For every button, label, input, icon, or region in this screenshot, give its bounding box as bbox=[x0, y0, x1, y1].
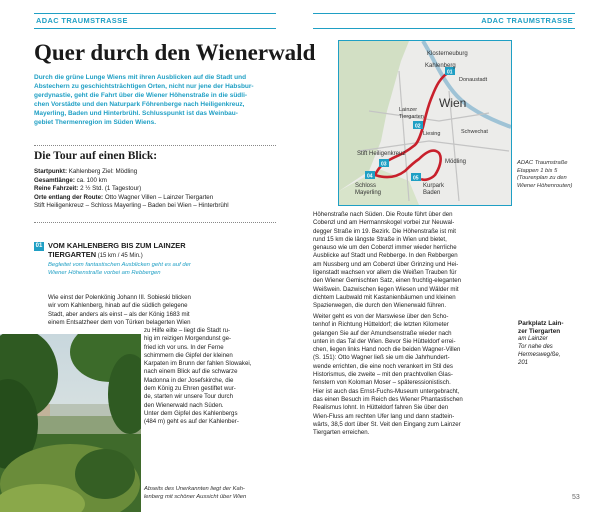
map-label-kurpark: Kurpark bbox=[423, 183, 445, 189]
divider bbox=[34, 145, 276, 146]
map-graphic bbox=[339, 41, 511, 205]
fact-start: Startpunkt: Kahlenberg Ziel: Mödling bbox=[34, 168, 138, 175]
tour-heading: Die Tour auf einen Blick: bbox=[34, 150, 158, 162]
map-marker-02 bbox=[413, 121, 423, 130]
kahlenberg-photo bbox=[0, 334, 141, 512]
map-label-mayerling: Mayerling bbox=[355, 190, 382, 196]
route-heading: VOM KAHLENBERG BIS ZUM LAINZER TIERGARTEN (15 km / 45 Min.) bbox=[48, 241, 186, 259]
right-body-bottom: Weiter geht es von der Marswiese über den Scho- tenhof in Richtung Hütteldorf; die letzten Kilometer gelangen Sie auf der Amundsenstraße wieder nach unten in das Tal der Wien. Bevor Sie Hütteldorf errei- chen, liegen links Hand noch die beiden Wagner-Villen (S. 151): Otto Wagner ließ sie um die Jahrhundert- wende errichten, die eine noch verankert im Stil des Historismus, die zweite – mit den prachtvollen Glas- fenstern von Koloman Moser – späteressionistisch. Hier ist auch das Ernst-Fuchs-Museum untergebracht, das einen Besuch im Reich des Wiener Phantastischen Realismus lohnt. In Hütteldorf fahren Sie über den Wien-Fluss am rechten Ufer lang und dann stadtein- wärts, 38,5 dort über St. Veit den Eingang zum Lainzer Tiergarten erreichen. bbox=[313, 313, 463, 437]
fact-places: Orte entlang der Route: Otto Wagner Villen – Lainzer Tiergarten bbox=[34, 193, 214, 201]
article-intro bbox=[34, 74, 276, 127]
left-page-header bbox=[34, 13, 276, 29]
landscape-image bbox=[0, 334, 141, 512]
map-label-wien: Wien bbox=[439, 96, 467, 110]
map-label-donaustadt: Donaustadt bbox=[459, 77, 488, 83]
svg-text:01: 01 bbox=[447, 69, 453, 76]
map-label-liesing: Liesing bbox=[423, 131, 441, 137]
photo-caption: Abseits des Unerkannten liegt der Kah- lenberg mit schöner Aussicht über Wien bbox=[144, 486, 247, 500]
left-body-narrow: zu Hilfe eilte – liegt die Stadt ru- hig im reizigen Morgendunst ge- fried ich vor uns. In der Ferne schimmern die Gipfel der kleinen Karpaten im Brunn der fahlen Slowakei, nach einem Blick auf die schwarze Madonna in der Josefskirche, die dem König zu Ehren gestiftet wur- de, starten wir unsere Tour durch den Wienerwald nach Süden. Unter dem Gipfel des Kahlenbergs (484 m) geht es auf der Kahlenber- bbox=[144, 327, 252, 426]
map-label-heiligenkreuz: Stift Heiligenkreuz bbox=[357, 151, 406, 157]
route-distance: (15 km / 45 Min.) bbox=[96, 253, 143, 259]
map-label-klosterneuburg: Klosterneuburg bbox=[427, 51, 468, 57]
map-label-tiergarten: Tiergarten bbox=[399, 114, 424, 120]
route-number-badge: 01 bbox=[35, 243, 43, 249]
sidebar-text: am Lainzer Tor nahe des Hermesweg/ße, 201 bbox=[518, 336, 561, 366]
map-caption: ADAC Traumstraße Etappen 1 bis 5 (Tourenplan zu den Wiener Höhenrouten) bbox=[517, 160, 573, 189]
fact-length: Gesamtlänge: ca. 100 km bbox=[34, 176, 107, 184]
left-body-full: Wie einst der Polenkönig Johann III. Sobieski blicken wir vom Kahlenberg, hinab auf die südlich gelegene Stadt, aber anders als einst – als der König 1683 mit einem Entsatzheer dem von Türken belagerten Wien bbox=[48, 294, 191, 326]
map-label-baden: Baden bbox=[423, 190, 441, 196]
map-marker-03 bbox=[379, 159, 389, 168]
svg-text:03: 03 bbox=[381, 161, 387, 168]
intro-line: gerdynastie, geht die Fahrt über die Wiener Höhenstraße in die südli- bbox=[34, 91, 248, 99]
map-label-lainzer: Lainzer bbox=[399, 107, 418, 113]
intro-line: chen Vorstädte und den Naturpark Föhrenberge nach Heiligenkreuz, bbox=[34, 100, 245, 108]
map-marker-04 bbox=[365, 171, 375, 180]
right-body-top: Höhenstraße nach Süden. Die Route führt über den Cobenzl und am Hermannskogel vorbei zur Neuwal- degger Straße im 19. Bezirk. Die Höhenstraße ist mit rund 15 km die längste Straße in Wien und bietet, genauso wie um den Cobenzl immer wieder herrliche Ausblicke auf Stadt und Rebberge. In den Rebbergen am Nussberg und am Cobenzl über Grinzing und Hei- ligenstadt wachsen vor allem die Weißen Trauben für den Wiener Gemischten Satz, einen fruchtig-eleganten Weißwein. Dazwischen liegen Wiesen und Wälder mit dichtem Laubwald mit Kastanienbäumen und kleinen Spazierwegen, die durch den Wienerwald führen. bbox=[313, 211, 462, 310]
intro-line: Abstechern zu geschichtsträchtigen Orten, nicht nur jene der Habsbur- bbox=[34, 82, 254, 90]
map-label-schloss: Schloss bbox=[355, 183, 377, 189]
fact-time: Reine Fahrzeit: 2 ½ Std. (1 Tagestour) bbox=[34, 185, 142, 192]
right-page-header bbox=[313, 13, 575, 29]
article-title: Quer durch den Wienerwald bbox=[34, 40, 316, 65]
route-subtitle: Begleitet vom fantastischen Ausblicken geht es auf der Wiener Höhenstraße vorbei am Rebbergen bbox=[48, 262, 191, 276]
map-label-moedling: Mödling bbox=[445, 159, 467, 165]
intro-line: Mayerling, Baden und Hinterbrühl. Schlusspunkt ist das Weinbau- bbox=[34, 109, 238, 117]
divider bbox=[34, 222, 276, 223]
svg-text:02: 02 bbox=[415, 123, 421, 130]
intro-line: gebiet Thermenregion im Süden Wiens. bbox=[34, 118, 157, 126]
route-map bbox=[338, 40, 512, 206]
left-header-label: ADAC TRAUMSTRASSE bbox=[36, 16, 128, 25]
fact-places-cont: Stift Heiligenkreuz – Schloss Mayerling – Baden bei Wien – Hinterbrühl bbox=[34, 202, 229, 209]
map-label-schwechat: Schwechat bbox=[461, 129, 488, 135]
svg-text:04: 04 bbox=[367, 173, 373, 180]
sidebar-title: Parkplatz Lain- zer Tiergarten bbox=[518, 320, 564, 336]
svg-text:05: 05 bbox=[413, 175, 419, 182]
map-label-kahlenberg: Kahlenberg bbox=[425, 63, 456, 69]
tour-facts bbox=[34, 168, 276, 211]
map-marker-05 bbox=[411, 173, 421, 182]
page-number: 53 bbox=[572, 494, 580, 501]
right-header-label: ADAC TRAUMSTRASSE bbox=[481, 16, 573, 25]
intro-line: Durch die grüne Lunge Wiens mit ihren Ausblicken auf die Stadt und bbox=[34, 74, 247, 81]
sidebar-parking bbox=[518, 320, 584, 368]
